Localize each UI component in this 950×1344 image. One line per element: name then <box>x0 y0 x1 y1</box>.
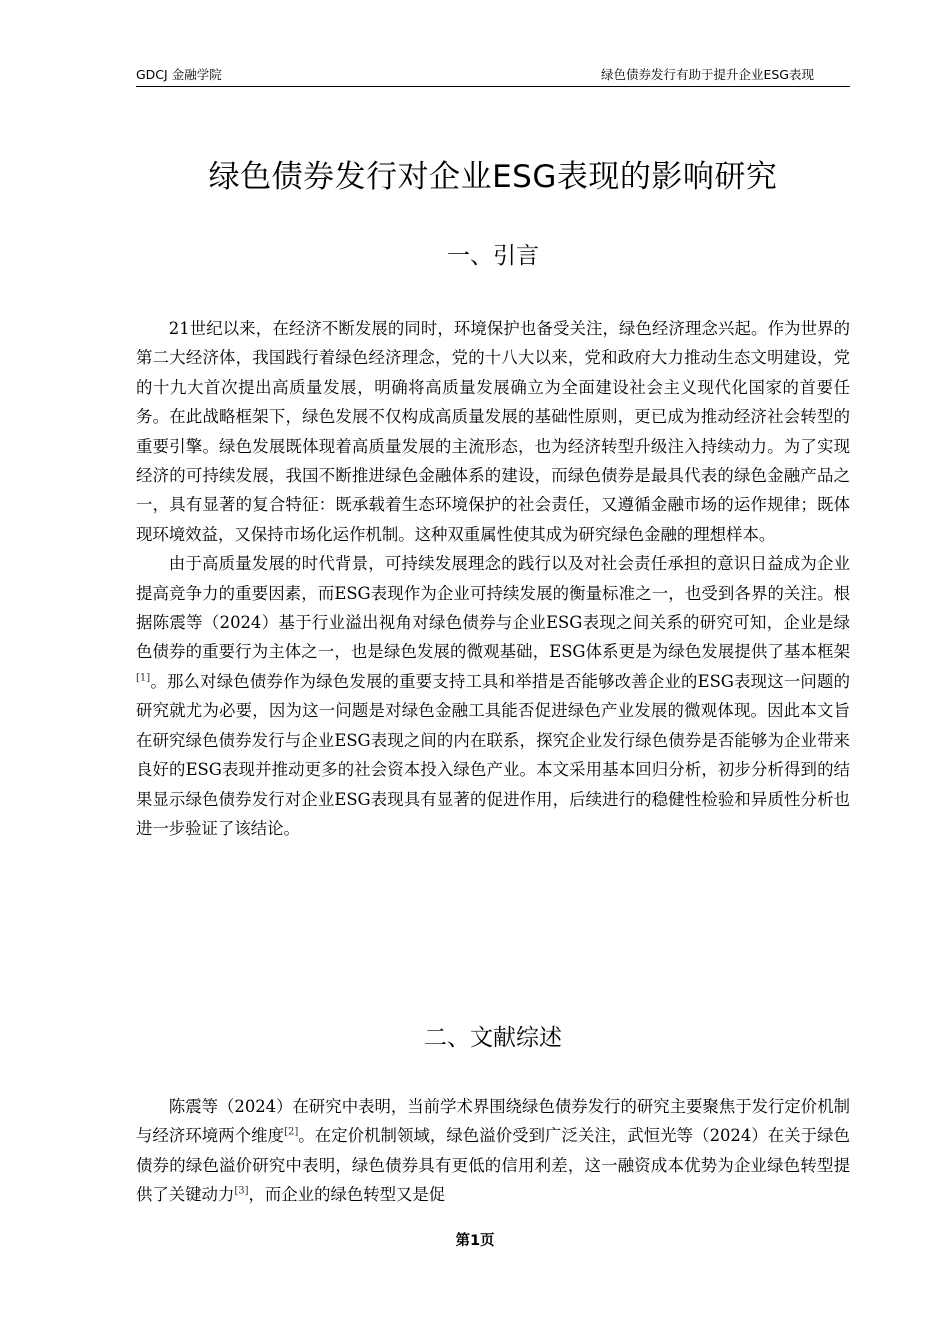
paragraph-text: 陈震等（2024）在研究中表明，当前学术界围绕绿色债券发行的研究主要聚焦于发行定价机制与经济环境两个维度 <box>136 1097 850 1146</box>
body-paragraph <box>136 314 850 549</box>
body-paragraph <box>136 549 850 843</box>
paragraph-text: 。在定价机制领域，绿色溢价受到广泛关注，武恒光等（2024）在关于绿色债券的绿色溢价研究中表明，绿色债券具有更低的信用利差，这一融资成本优势为企业绿色转型提供了关键动力 <box>136 1126 850 1205</box>
section-body-introduction <box>136 314 850 843</box>
header-short-title: 绿色债券发行有助于提升企业ESG表现 <box>600 67 814 82</box>
section-heading-literature-review: 二、文献综述 <box>424 1025 562 1051</box>
section-body-literature-review <box>136 1092 850 1210</box>
paragraph-text: 。那么对绿色债券作为绿色发展的重要支持工具和举措是否能够改善企业的ESG表现这一问题的研究就尤为必要，因为这一问题是对绿色金融工具能否促进绿色产业发展的微观体现。因此本文旨在研究绿色债券发行与企业ESG表现之间的内在联系，探究企业发行绿色债券是否能够为企业带来良好的ESG表现并推动更多的社会资本投入绿色产业。本文采用基本回归分析，初步分析得到的结果显示绿色债券发行对企业ESG表现具有显著的促进作用，后续进行的稳健性检验和异质性分析也进一步验证了该结论。 <box>136 671 850 838</box>
paragraph-text: 由于高质量发展的时代背景，可持续发展理念的践行以及对社会责任承担的意识日益成为企业提高竞争力的重要因素，而ESG表现作为企业可持续发展的衡量标准之一，也受到各界的关注。根据陈震等（2024）基于行业溢出视角对绿色债券与企业ESG表现之间关系的研究可知，企业是绿色债券的重要行为主体之一，也是绿色发展的微观基础，ESG体系更是为绿色发展提供了基本框架 <box>136 554 850 662</box>
paragraph-text: 21世纪以来，在经济不断发展的同时，环境保护也备受关注，绿色经济理念兴起。作为世界的第二大经济体，我国践行着绿色经济理念，党的十八大以来，党和政府大力推动生态文明建设，党的十九大首次提出高质量发展，明确将高质量发展确立为全面建设社会主义现代化国家的首要任务。在此战略框架下，绿色发展不仅构成高质量发展的基础性原则，更已成为推动经济社会转型的重要引擎。绿色发展既体现着高质量发展的主流形态，也为经济转型升级注入持续动力。为了实现经济的可持续发展，我国不断推进绿色金融体系的建设，而绿色债券是最具代表的绿色金融产品之一，具有显著的复合特征：既承载着生态环境保护的社会责任，又遵循金融市场的运作规律；既体现环境效益，又保持市场化运作机制。这种双重属性使其成为研究绿色金融的理想样本。 <box>136 319 850 544</box>
citation-marker[interactable]: [3] <box>234 1185 249 1197</box>
paper-title: 绿色债券发行对企业ESG表现的影响研究 <box>208 159 778 195</box>
header-institution: GDCJ 金融学院 <box>136 67 222 82</box>
running-header <box>136 66 850 87</box>
paragraph-text: ，而企业的绿色转型又是促 <box>248 1185 446 1205</box>
body-paragraph <box>136 1092 850 1210</box>
citation-marker[interactable]: [1] <box>136 672 151 684</box>
page-number: 第1页 <box>455 1233 495 1249</box>
citation-marker[interactable]: [2] <box>284 1126 299 1138</box>
section-heading-introduction: 一、引言 <box>447 243 539 269</box>
